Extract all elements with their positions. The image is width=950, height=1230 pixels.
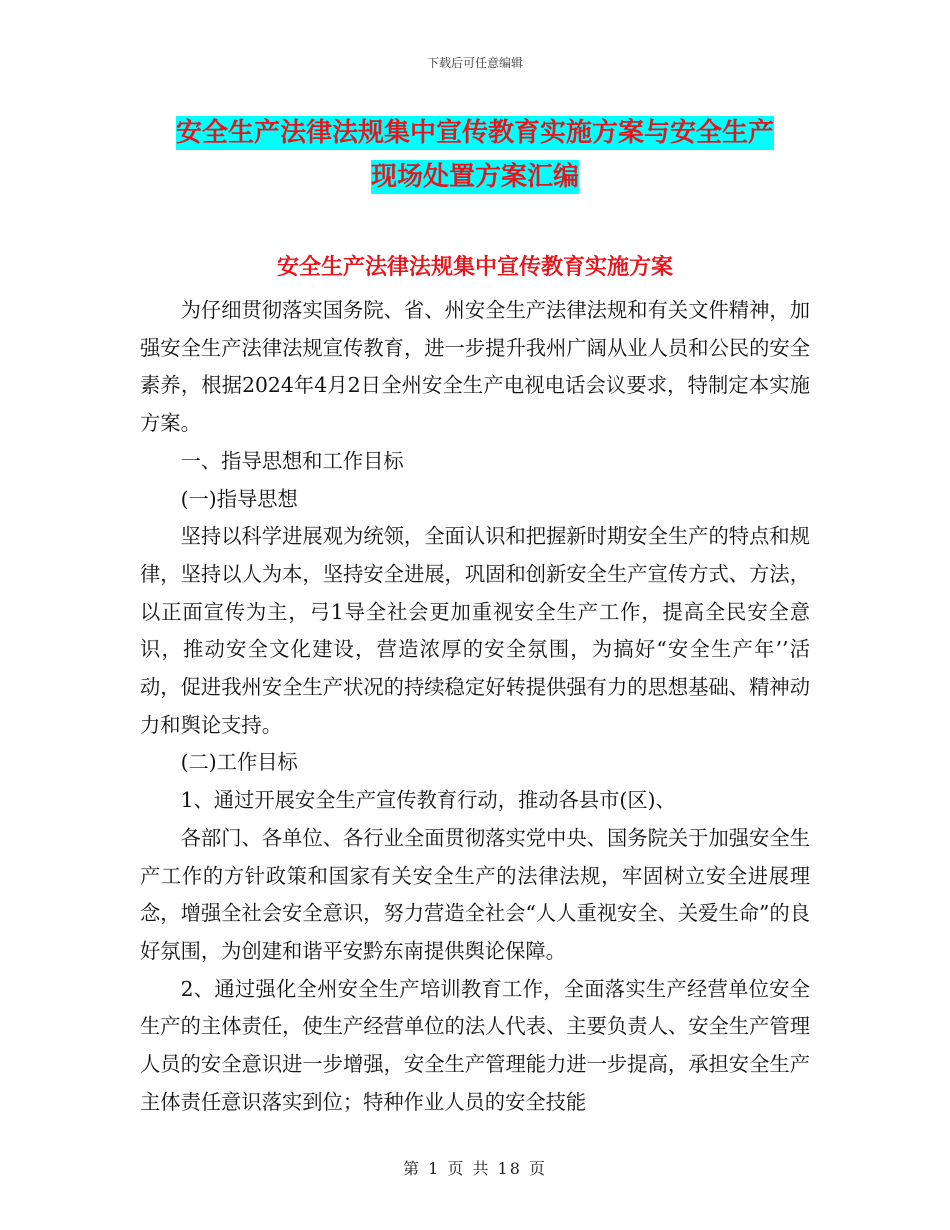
main-title-line-1-text: 安全生产法律法规集中宣传教育实施方案与安全生产 [175, 118, 774, 148]
main-title-line-2 [140, 156, 810, 193]
paragraph: (一)指导思想 [180, 486, 298, 511]
paragraph: 坚持以科学进展观为统领，全面认识和把握新时期安全生产的特点和规律，坚持以人为本，坚持安全进展，巩固和创新安全生产宣传方式、方法，以正面宣传为主，弓1导全社会更加重视安全生产工作，提高全民安全意识，推动安全文化建设，营造浓厚的安全氛围，为搞好“安全生产年’’活动，促进我州安全生产状况的持续稳定好转提供强有力的思想基础、精神动力和舆论支持。 [140, 524, 810, 737]
paragraph: 一、指导思想和工作目标 [180, 448, 404, 473]
paragraph: 各部门、各单位、各行业全面贯彻落实党中央、国务院关于加强安全生产工作的方针政策和国家有关安全生产的法律法规，牢固树立安全进展理念，增强全社会安全意识，努力营造全社会“人人重视安全、关爱生命”的良好氛围，为创建和谐平安黔东南提供舆论保障。 [140, 825, 810, 963]
section-title: 安全生产法律法规集中宣传教育实施方案 [276, 255, 673, 280]
document-body [140, 292, 810, 1121]
main-title-line-2-text: 现场处置方案汇编 [370, 162, 579, 192]
paragraph: (二)工作目标 [180, 750, 298, 775]
page-footer: 第 1 页 共 18 页 [403, 1159, 547, 1178]
paragraph: 2、通过强化全州安全生产培训教育工作，全面落实生产经营单位安全生产的主体责任，使生产经营单位的法人代表、主要负责人、安全生产管理人员的安全意识进一步增强，安全生产管理能力进一步提高，承担安全生产主体责任意识落实到位；特种作业人员的安全技能 [140, 976, 810, 1114]
paragraph: 1、通过开展安全生产宣传教育行动，推动各县市(区)、 [180, 788, 676, 813]
main-title-line-1 [140, 112, 810, 149]
header-note: 下载后可任意编辑 [426, 56, 523, 70]
paragraph: 为仔细贯彻落实国务院、省、州安全生产法律法规和有关文件精神，加强安全生产法律法规宣传教育，进一步提升我州广阔从业人员和公民的安全素养，根据2024年4月2日全州安全生产电视电话会议要求，特制定本实施方案。 [140, 298, 810, 436]
